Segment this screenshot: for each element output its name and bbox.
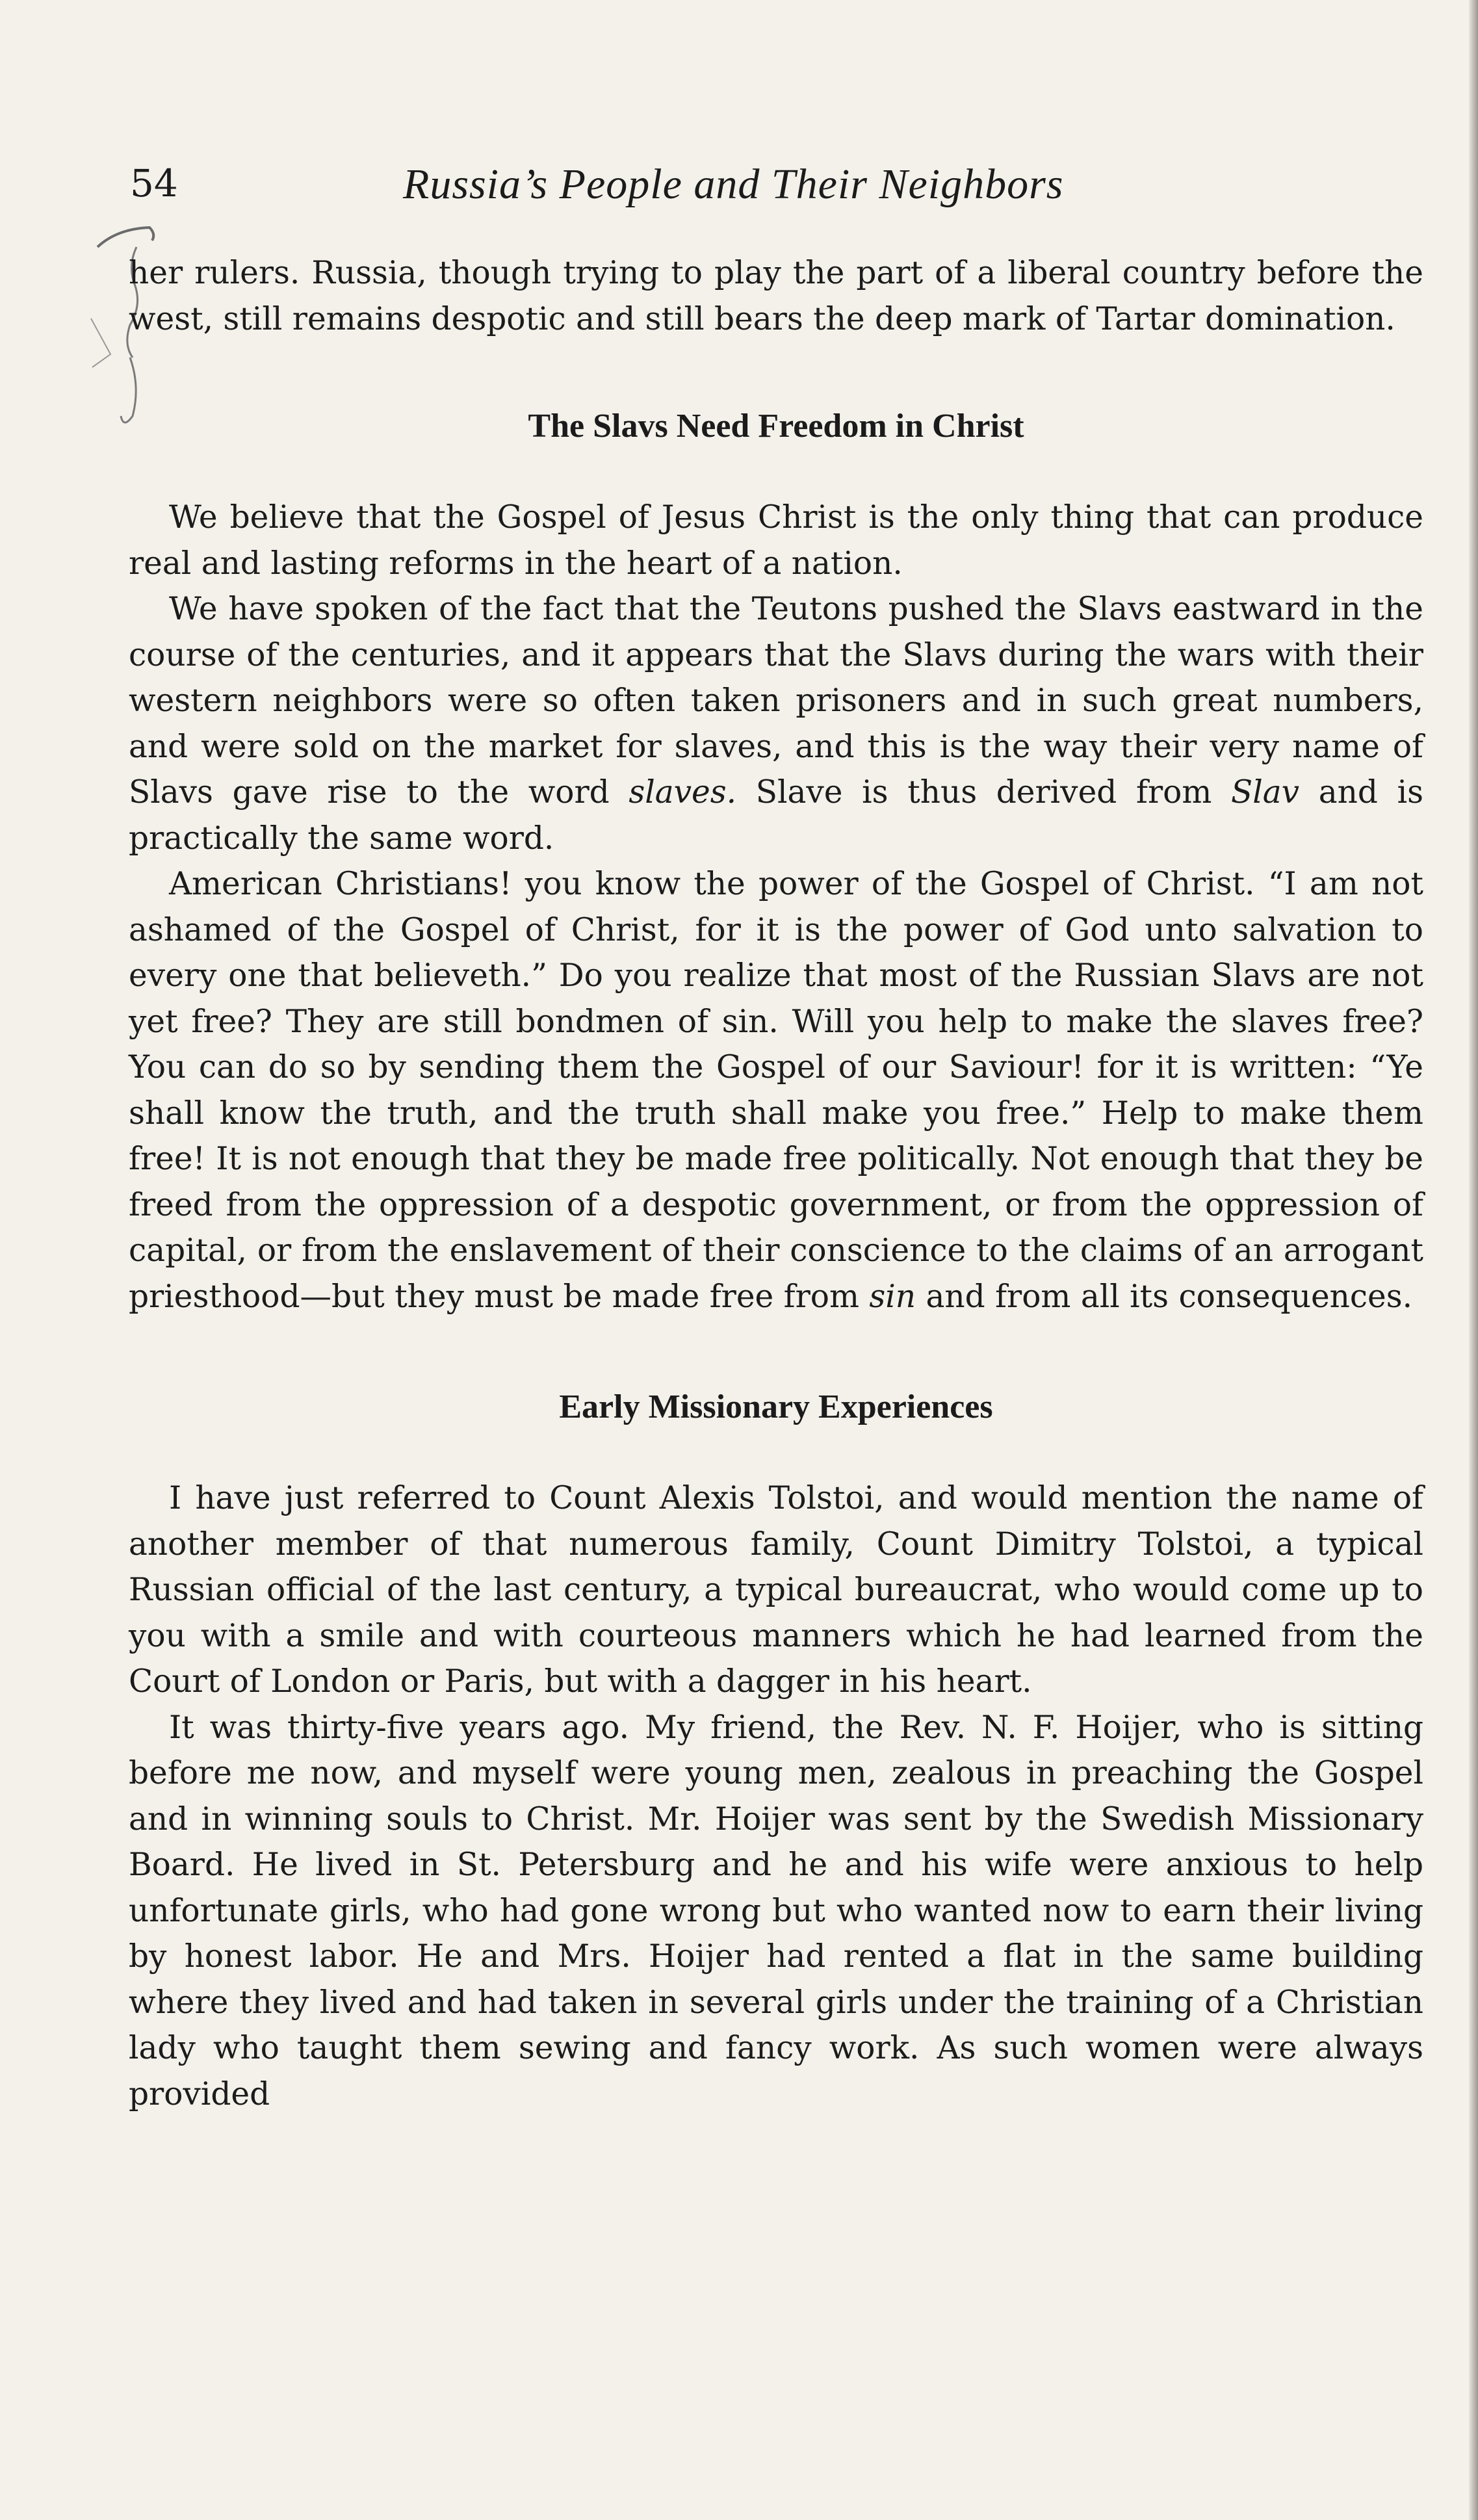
- italic-word: Slav: [1231, 774, 1300, 811]
- paragraph: [129, 861, 1423, 1319]
- page-edge-shadow: [1469, 0, 1478, 2520]
- paragraph: [129, 586, 1423, 861]
- paragraph: We believe that the Gospel of Jesus Christ is the only thing that can produce real and lasting reforms in the heart of a nation.: [129, 499, 1423, 582]
- page-number: 54: [130, 161, 178, 205]
- paragraph: It was thirty-five years ago. My friend, the Rev. N. F. Hoijer, who is sitting before me now, and myself were young men, zealous in preaching the Gospel and in winning souls to Christ. Mr. Hoijer was sent by the Swedish Missionary Board. He lived in St. Petersburg and he and his wife were anxious to help unfortunate girls, who had gone wrong but who wanted now to earn their living by honest labor. He and Mrs. Hoijer had rented a flat in the same building where they lived and had taken in several girls under the training of a Christian lady who taught them sewing and fancy work. As such women were always provided: [129, 1709, 1423, 2112]
- paragraph: her rulers. Russia, though trying to play the part of a liberal country before the west, still remains despotic and still bears the deep mark of Tartar domination.: [129, 255, 1423, 337]
- section-heading: The Slavs Need Freedom in Christ: [528, 408, 1024, 445]
- text-run: Slave is thus derived from: [736, 774, 1231, 811]
- page-header: [130, 161, 1170, 213]
- page-body: [129, 250, 1423, 2117]
- section-heading: Early Missionary Experiences: [559, 1388, 993, 1425]
- italic-word: sin: [869, 1278, 916, 1315]
- text-run: American Christians! you know the power of the Gospel of Christ. “I am not ashamed of the Gospel of Christ, for it is the power of God unto salvation to every one that believeth.” Do you realize that most of the Russian Slavs are not yet free? They are still bondmen of sin. Will you help to make the slaves free? You can do so by sending them the Gospel of our Saviour! for it is written: “Ye shall know the truth, and the truth shall make you free.” Help to make them free! It is not enough that they be made free politically. Not enough that they be freed from the oppression of a despotic government, or from the oppression of capital, or from the enslavement of their conscience to the claims of an arrogant priesthood—but they must be made free from: [129, 866, 1423, 1315]
- paragraph: I have just referred to Count Alexis Tolstoi, and would mention the name of another member of that numerous family, Count Dimitry Tolstoi, a typical Russian official of the last century, a typical bureaucrat, who would come up to you with a smile and with courteous manners which he had learned from the Court of London or Paris, but with a dagger in his heart.: [129, 1480, 1423, 1700]
- text-run: and from all its consequences.: [916, 1278, 1413, 1315]
- italic-word: slaves.: [629, 774, 737, 811]
- running-title: Russia’s People and Their Neighbors: [403, 161, 1064, 208]
- text-run: and is practically the same word.: [129, 774, 1423, 857]
- text-run: We have spoken of the fact that the Teutons pushed the Slavs eastward in the course of the centuries, and it appears that the Slavs during the wars with their western neighbors were so often taken prisoners and in such great numbers, and were sold on the market for slaves, and this is the way their very name of Slavs gave rise to the word: [129, 591, 1423, 811]
